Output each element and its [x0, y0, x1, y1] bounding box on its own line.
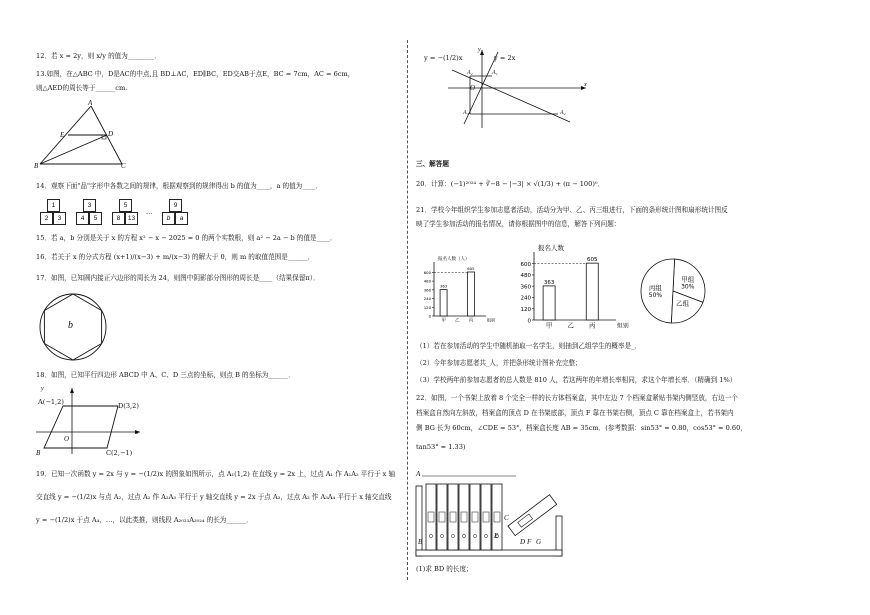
- x-tick-label: 乙: [455, 318, 460, 324]
- question-21-sub3: （3）学校两年前参加志愿者的总人数是 810 人，若这两年的年增长率相同，求这个年增长率．（精确到 1%）: [416, 376, 737, 384]
- pattern-group-2: [76, 199, 106, 227]
- column-divider: [407, 40, 408, 580]
- shelf-label-b: B: [418, 538, 423, 546]
- axis-label-y: y: [41, 386, 44, 392]
- y-tick-label: 600: [520, 261, 531, 268]
- parallelogram-figure: [36, 386, 146, 456]
- equation-label-2x: y = 2x: [494, 54, 516, 62]
- y-tick-label: 0: [527, 318, 531, 325]
- pattern-group-4: [162, 199, 192, 227]
- point-a-label: A(−1,2): [38, 398, 64, 406]
- axis-label-y: y: [478, 47, 481, 53]
- hexagon-circle-figure: [38, 292, 108, 362]
- question-21-sub1: （1）若在参加活动的学生中随机抽取一名学生，则抽到乙组学生的概率是_．: [416, 342, 642, 350]
- bar-丙: [586, 263, 598, 320]
- shelf-label-g: G: [536, 538, 542, 546]
- pattern-bottom-right: 5: [89, 212, 102, 225]
- question-13-line1: 13.如图，在△ABC 中，D是AC的中点,且 BD⊥AC，ED∥BC，ED交AB于点E，BC = 7cm，AC = 6cm，: [36, 70, 355, 78]
- shelf-label-f: F: [527, 538, 532, 546]
- archive-box: [426, 484, 436, 550]
- point-a2-label: A₂: [467, 70, 473, 76]
- chart-title: 报名人数（人）: [438, 257, 470, 262]
- question-15: 15．若 a，b 分别是关于 x 的方程 x² − x − 2025 = 0 的两个实数根，则 a² − 2a − b 的值是____．: [36, 234, 337, 242]
- question-12: 12．若 x = 2y，则 x/y 的值为________．: [36, 52, 161, 60]
- bar-甲: [543, 286, 555, 320]
- pie-label: 丙组: [648, 284, 662, 293]
- equation-label-neg-half: y = −(1/2)x: [424, 54, 463, 62]
- shelf-label-e: E: [494, 532, 499, 540]
- pattern-top: 9: [169, 199, 182, 212]
- y-tick-label: 120: [423, 304, 431, 310]
- shelf-label-a: A: [416, 470, 421, 478]
- bar-chart-large: [510, 240, 630, 332]
- archive-box: [459, 484, 469, 550]
- bar-丙: [467, 272, 474, 316]
- y-tick-label: 240: [520, 295, 531, 302]
- triangle-label-c: C: [121, 162, 126, 170]
- question-22-line2: 档案盒自然向左斜放，档案盒的顶点 D 在书架底部，顶点 F 靠在书架右侧，顶点 C 靠在档案盒上，若书架内: [416, 409, 734, 417]
- y-tick-label: 240: [423, 296, 431, 302]
- question-19-line2: 交直线 y = −(1/2)x 与点 A₂，过点 A₂ 作 A₂A₃ 平行于 y 轴交直线 y = 2x 于点 A₃，过点 A₃ 作 A₃A₄ 平行于 x 轴交直线: [36, 493, 392, 501]
- pattern-top: 3: [83, 199, 96, 212]
- pattern-group-3: [112, 199, 142, 227]
- left-column: [0, 0, 405, 615]
- y-tick-label: 120: [520, 307, 531, 314]
- y-tick-label: 360: [423, 287, 431, 293]
- x-tick-label: 乙: [567, 321, 574, 330]
- question-20: 20．计算：(−1)²⁰²⁴ + ∛−8 − |−3| × √(1/3) + (π − 100)⁰．: [416, 180, 605, 188]
- pattern-bottom-left: 2: [40, 212, 53, 225]
- pattern-bottom-left: b: [162, 212, 175, 225]
- x-tick-label: 丙: [468, 318, 474, 324]
- x-tick-label: 甲: [441, 318, 446, 324]
- bar-chart-small: [416, 248, 496, 328]
- pie-percent-label: 50%: [648, 292, 663, 300]
- question-19-line1: 19．已知一次函数 y = 2x 与 y = −(1/2)x 的图象如图所示，点 A₁(1,2) 在直线 y = 2x 上，过点 A₁ 作 A₁A₂ 平行于 x 轴: [36, 470, 396, 478]
- x-tick-label: 甲: [545, 321, 553, 330]
- y-tick-label: 360: [520, 284, 531, 291]
- question-13-line2: 则△AED的周长等于______cm.: [36, 84, 128, 92]
- shelf-label-d: D: [520, 538, 526, 546]
- axis-label-x: x: [136, 430, 139, 436]
- y-tick-label: 600: [423, 269, 431, 275]
- pattern-ellipsis: ···: [146, 210, 153, 218]
- pie-label: 乙组: [676, 299, 690, 308]
- pattern-top: 1: [47, 199, 60, 212]
- x-tick-label: 丙: [589, 321, 596, 330]
- axis-label-x: x: [584, 82, 587, 88]
- point-b-label: B: [36, 449, 41, 457]
- triangle-label-d: D: [108, 130, 114, 138]
- section-3-heading: 三、解答题: [416, 160, 449, 168]
- question-21-sub2: （2）今年参加志愿者共_人，并把条形统计图补充完整；: [416, 359, 582, 367]
- pattern-bottom-right: 3: [53, 212, 66, 225]
- question-14: 14．观察下面"品"字形中各数之间的规律，根据观察到的规律得出 b 的值为____，a 的值为____．: [36, 182, 323, 190]
- bar-value-label: 363: [439, 283, 448, 289]
- y-tick-label: 480: [423, 278, 431, 284]
- question-17: 17．如图，已知圆内接正六边形的周长为 24，则图中阴影部分图形的周长是____（结果保留π）．: [36, 274, 320, 282]
- question-22-line3: 侧 BG 长为 60cm，∠CDE = 53°，档案盒长度 AB = 35cm．(参考数据：sin53° ≈ 0.80，cos53° ≈ 0.60，: [416, 424, 747, 432]
- question-21-line2: 映了学生参加活动的报名情况，请你根据图中的信息，解答下列问题：: [416, 220, 621, 228]
- pattern-group-1: [40, 199, 70, 227]
- question-18: 18．如图，已知平行四边形 ABCD 中 A、C、D 三点的坐标，则点 B 的坐标为______．: [36, 371, 295, 379]
- question-22-sub1: (1)求 BD 的长度；: [416, 565, 473, 573]
- chart-title: 报名人数: [538, 244, 564, 252]
- bar-甲: [440, 290, 447, 316]
- archive-box: [448, 484, 458, 550]
- pie-chart: [638, 256, 708, 326]
- pattern-bottom-left: 8: [112, 212, 125, 225]
- question-19-line3: y = −(1/2)x 于点 A₄，…，以此类推，则线段 A₂₀₂₃A₂₀₂₄ 的长为______．: [36, 516, 253, 524]
- x-axis-label: 组别: [617, 323, 629, 330]
- pie-percent-label: 30%: [681, 283, 695, 291]
- archive-box: [470, 484, 480, 550]
- question-16: 16．若关于 x 的分式方程 (x+1)/(x−3) + m/(x−3) 的解大于 0，则 m 的取值范围是______．: [36, 253, 315, 261]
- point-a1-label: A₁: [492, 70, 498, 76]
- y-tick-label: 480: [520, 273, 531, 280]
- bar-value-label: 363: [543, 279, 555, 286]
- hexagon-label-b: b: [68, 320, 73, 331]
- point-c-label: C(2,−1): [106, 449, 133, 457]
- pattern-bottom-right: a: [175, 212, 188, 225]
- archive-box: [437, 484, 447, 550]
- origin-label: O: [470, 84, 476, 92]
- point-a3-label: A₃: [463, 110, 469, 116]
- question-21-line1: 21．学校今年组织学生参加志愿者活动，活动分为甲、乙、丙三组进行，下面的条形统计图和扇形统计图反: [416, 206, 728, 214]
- right-column: [410, 0, 870, 615]
- triangle-label-a: A: [88, 99, 93, 107]
- bar-value-label: 605: [467, 266, 475, 271]
- archive-box: [492, 484, 502, 550]
- triangle-label-e: E: [60, 131, 65, 139]
- bar-value-label: 605: [586, 257, 598, 264]
- pattern-top: 5: [119, 199, 132, 212]
- pattern-bottom-left: 4: [76, 212, 89, 225]
- origin-label: O: [64, 435, 70, 443]
- bookshelf-figure: [416, 466, 566, 558]
- shelf-label-c: C: [504, 514, 509, 522]
- triangle-figure: [34, 100, 134, 175]
- pie-label: 甲组: [681, 275, 695, 284]
- triangle-label-b: B: [34, 162, 39, 170]
- archive-box: [481, 484, 491, 550]
- pattern-bottom-right: 13: [125, 212, 138, 225]
- x-axis-label: 组别: [487, 317, 496, 323]
- point-d-label: D(3,2): [118, 402, 139, 410]
- point-a4-label: A₄: [560, 110, 566, 116]
- question-22-line4: tan53° ≈ 1.33): [416, 443, 466, 451]
- question-22-line1: 22．如图，一个书架上放着 8 个完全一样的长方体档案盒，其中左边 7 个档案盒紧贴书架内侧竖放，右边一个: [416, 394, 738, 402]
- y-tick-label: 0: [428, 313, 431, 319]
